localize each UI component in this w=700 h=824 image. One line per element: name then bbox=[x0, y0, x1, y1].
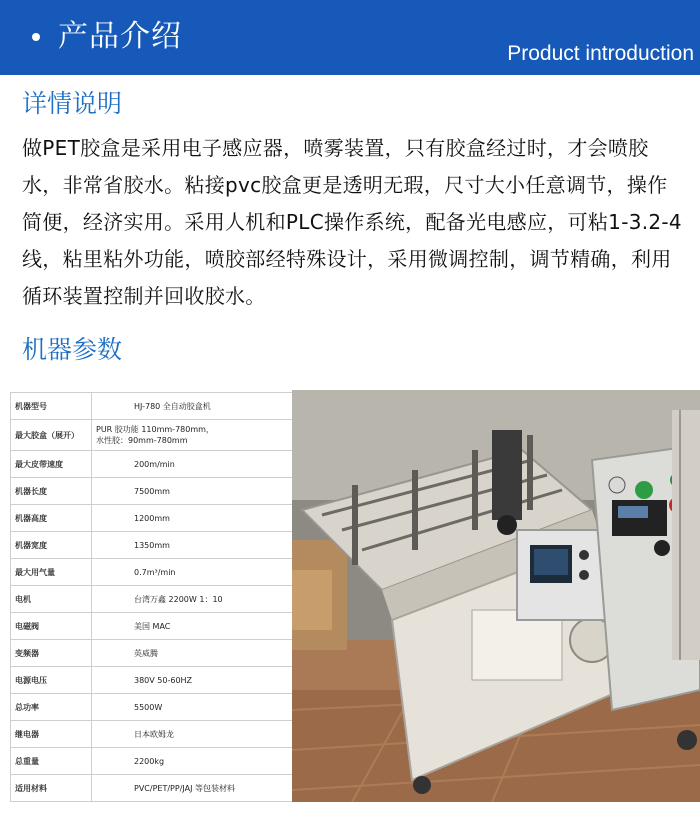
page-subtitle-en: Product introduction bbox=[507, 42, 694, 65]
spec-key: 机器宽度 bbox=[11, 532, 92, 559]
spec-key: 总重量 bbox=[11, 748, 92, 775]
spec-value: 日本欧姆龙 bbox=[92, 721, 293, 748]
spec-key: 继电器 bbox=[11, 721, 92, 748]
spec-value: 1200mm bbox=[92, 505, 293, 532]
table-row bbox=[11, 694, 293, 721]
spec-value: HJ-780 全自动胶盒机 bbox=[92, 393, 293, 420]
spec-value bbox=[92, 420, 293, 451]
header-banner bbox=[0, 0, 700, 75]
table-row bbox=[11, 613, 293, 640]
spec-key: 总功率 bbox=[11, 694, 92, 721]
spec-key: 最大用气量 bbox=[11, 559, 92, 586]
spec-key: 机器型号 bbox=[11, 393, 92, 420]
spec-key: 机器长度 bbox=[11, 478, 92, 505]
table-row bbox=[11, 505, 293, 532]
table-row bbox=[11, 775, 293, 802]
spec-value: 美国 MAC bbox=[92, 613, 293, 640]
spec-key: 变频器 bbox=[11, 640, 92, 667]
spec-key: 适用材料 bbox=[11, 775, 92, 802]
spec-value: 5500W bbox=[92, 694, 293, 721]
machine-photo bbox=[292, 390, 700, 802]
machine-illustration bbox=[292, 390, 700, 802]
spec-value-line: 水性胶：90mm-780mm bbox=[96, 436, 188, 445]
spec-table bbox=[10, 392, 293, 802]
spec-value: 0.7m³/min bbox=[92, 559, 293, 586]
spec-value: 200m/min bbox=[92, 451, 293, 478]
page-title: 产品介绍 bbox=[58, 19, 182, 54]
spec-key: 电机 bbox=[11, 586, 92, 613]
table-row bbox=[11, 586, 293, 613]
table-row bbox=[11, 748, 293, 775]
spec-key: 最大皮带速度 bbox=[11, 451, 92, 478]
table-row bbox=[11, 478, 293, 505]
spec-value: 台湾万鑫 2200W 1：10 bbox=[92, 586, 293, 613]
bullet-icon bbox=[32, 33, 40, 41]
details-heading: 详情说明 bbox=[22, 89, 123, 118]
table-row bbox=[11, 393, 293, 420]
spec-key: 机器高度 bbox=[11, 505, 92, 532]
spec-value-line: PUR 胶功能 110mm-780mm， bbox=[96, 425, 214, 434]
spec-value: 380V 50-60HZ bbox=[92, 667, 293, 694]
spec-value: 2200kg bbox=[92, 748, 293, 775]
spec-value: 1350mm bbox=[92, 532, 293, 559]
table-row bbox=[11, 532, 293, 559]
table-row bbox=[11, 559, 293, 586]
spec-value: 英威腾 bbox=[92, 640, 293, 667]
spec-key: 电源电压 bbox=[11, 667, 92, 694]
spec-value: PVC/PET/PP/JAJ 等包装材料 bbox=[92, 775, 293, 802]
details-description: 做PET胶盒是采用电子感应器，喷雾装置，只有胶盒经过时，才会喷胶水，非常省胶水。粘接pvc胶盒更是透明无瑕，尺寸大小任意调节，操作简便，经济实用。采用人机和PLC操作系统，配备光电感应，可粘1-3.2-4线，粘里粘外功能，喷胶部经特殊设计，采用微调控制，调节精确，利用循环装置控制并回收胶水。 bbox=[22, 136, 682, 308]
table-row bbox=[11, 721, 293, 748]
table-row bbox=[11, 420, 293, 451]
spec-key: 最大胶盒（展开） bbox=[11, 420, 92, 451]
spec-key: 电磁阀 bbox=[11, 613, 92, 640]
table-row bbox=[11, 667, 293, 694]
params-heading: 机器参数 bbox=[22, 335, 123, 364]
table-row bbox=[11, 640, 293, 667]
spec-value: 7500mm bbox=[92, 478, 293, 505]
table-row bbox=[11, 451, 293, 478]
